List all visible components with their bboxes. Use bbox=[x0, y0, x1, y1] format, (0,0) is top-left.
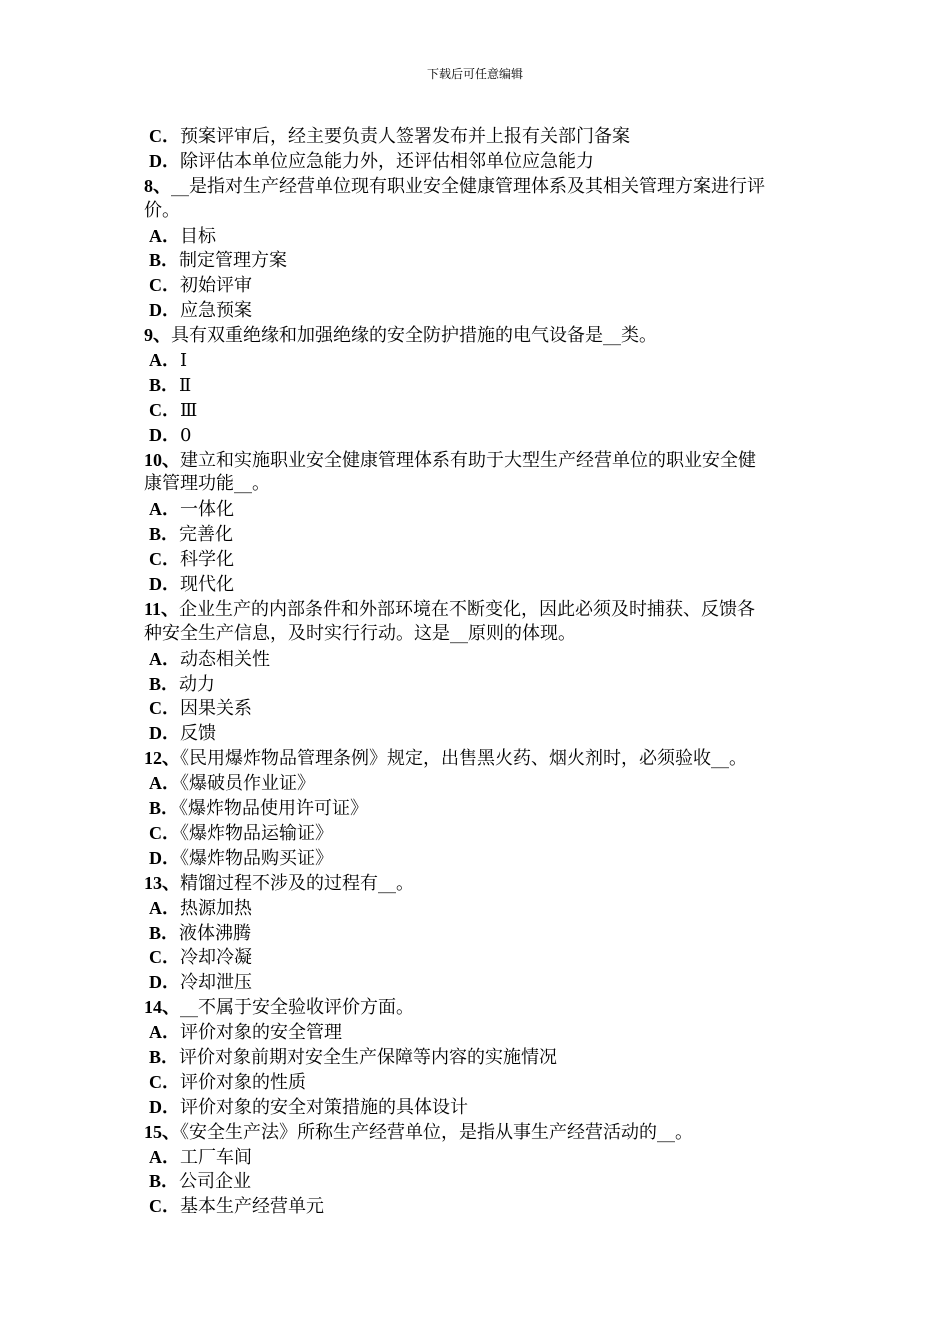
option-text: 完善化 bbox=[179, 524, 234, 546]
option-text: 目标 bbox=[180, 225, 216, 247]
option-text: 动力 bbox=[179, 673, 216, 695]
answer-option bbox=[144, 921, 814, 946]
option-label: A． bbox=[149, 773, 180, 794]
answer-option bbox=[144, 945, 814, 970]
question-stem bbox=[144, 448, 814, 473]
question-stem bbox=[144, 323, 814, 348]
answer-option bbox=[144, 1095, 814, 1120]
question-number: 13、 bbox=[144, 872, 180, 893]
answer-option bbox=[144, 373, 814, 398]
answer-option bbox=[144, 1145, 814, 1170]
question-text: 康管理功能__。 bbox=[144, 473, 270, 495]
option-text: 《爆破员作业证》 bbox=[180, 773, 315, 795]
option-text: 应急预案 bbox=[180, 300, 252, 322]
question-number: 10、 bbox=[144, 449, 180, 470]
option-text: 液体沸腾 bbox=[179, 922, 252, 944]
option-text: 制定管理方案 bbox=[179, 250, 288, 272]
question-stem bbox=[144, 871, 814, 896]
option-label: A． bbox=[149, 1146, 180, 1167]
answer-option bbox=[144, 572, 814, 597]
answer-option bbox=[144, 1194, 814, 1219]
option-text: Ⅲ bbox=[180, 399, 198, 421]
option-text: 因果关系 bbox=[180, 698, 252, 720]
document-body bbox=[144, 124, 814, 1219]
option-label: C． bbox=[149, 399, 180, 420]
answer-option bbox=[144, 522, 814, 547]
option-text: 评价对象前期对安全生产保障等内容的实施情况 bbox=[179, 1046, 558, 1068]
option-label: D． bbox=[149, 300, 180, 321]
answer-option bbox=[144, 1070, 814, 1095]
option-label: D． bbox=[149, 150, 180, 171]
answer-option bbox=[144, 1045, 814, 1070]
answer-option bbox=[144, 149, 814, 174]
question-text: 价。 bbox=[144, 199, 180, 221]
option-text: 0 bbox=[180, 424, 192, 446]
option-text: 冷却冷凝 bbox=[180, 947, 252, 969]
option-label: A． bbox=[149, 648, 180, 669]
answer-option bbox=[144, 672, 814, 697]
option-label: A． bbox=[149, 499, 180, 520]
option-text: 初始评审 bbox=[180, 275, 252, 297]
answer-option bbox=[144, 796, 814, 821]
question-text: __不属于安全验收评价方面。 bbox=[180, 997, 414, 1019]
option-text: 反馈 bbox=[180, 723, 216, 745]
answer-option bbox=[144, 273, 814, 298]
option-label: A． bbox=[149, 350, 180, 371]
answer-option bbox=[144, 248, 814, 273]
answer-option bbox=[144, 398, 814, 423]
option-label: A． bbox=[149, 225, 180, 246]
option-label: D． bbox=[149, 723, 180, 744]
answer-option bbox=[144, 721, 814, 746]
question-stem bbox=[144, 1120, 814, 1145]
answer-option bbox=[144, 846, 814, 871]
answer-option bbox=[144, 1169, 814, 1194]
question-number: 15、 bbox=[144, 1121, 180, 1142]
option-label: B． bbox=[149, 1046, 180, 1067]
option-label: C． bbox=[149, 1071, 180, 1092]
answer-option bbox=[144, 1020, 814, 1045]
option-label: D． bbox=[149, 424, 180, 445]
option-label: B． bbox=[149, 250, 180, 271]
answer-option bbox=[144, 896, 814, 921]
question-text: 种安全生产信息，及时实行行动。这是__原则的体现。 bbox=[144, 622, 576, 644]
option-text: 冷却泄压 bbox=[180, 972, 252, 994]
answer-option bbox=[144, 298, 814, 323]
answer-option bbox=[144, 647, 814, 672]
option-text: 公司企业 bbox=[179, 1171, 252, 1193]
question-text: 《安全生产法》所称生产经营单位，是指从事生产经营活动的__。 bbox=[180, 1121, 693, 1143]
option-label: C． bbox=[149, 947, 180, 968]
question-number: 12、 bbox=[144, 748, 180, 769]
option-text: 评价对象的安全管理 bbox=[180, 1022, 342, 1044]
answer-option bbox=[144, 696, 814, 721]
option-text: 工厂车间 bbox=[180, 1146, 252, 1168]
option-text: 一体化 bbox=[180, 499, 234, 521]
page-header: 下载后可任意编辑 bbox=[426, 67, 523, 81]
answer-option bbox=[144, 124, 814, 149]
option-label: C． bbox=[149, 126, 180, 146]
question-text: 建立和实施职业安全健康管理体系有助于大型生产经营单位的职业安全健 bbox=[180, 449, 756, 471]
option-label: A． bbox=[149, 1022, 180, 1043]
option-label: D． bbox=[149, 1096, 180, 1117]
option-text: 基本生产经营单元 bbox=[180, 1196, 324, 1218]
question-number: 14、 bbox=[144, 997, 180, 1018]
option-label: A． bbox=[149, 897, 180, 918]
question-text: 《民用爆炸物品管理条例》规定，出售黑火药、烟火剂时，必须验收__。 bbox=[180, 748, 747, 770]
option-label: C． bbox=[149, 822, 180, 843]
option-text: 《爆炸物品购买证》 bbox=[180, 847, 333, 869]
option-text: 动态相关性 bbox=[180, 648, 270, 670]
question-number: 8、 bbox=[144, 175, 171, 196]
question-stem bbox=[144, 597, 814, 622]
answer-option bbox=[144, 423, 814, 448]
question-stem-continuation bbox=[144, 622, 814, 647]
answer-option bbox=[144, 771, 814, 796]
option-label: C． bbox=[149, 698, 180, 719]
option-text: 《爆炸物品使用许可证》 bbox=[179, 798, 369, 820]
option-label: B． bbox=[149, 798, 180, 819]
option-text: Ⅰ bbox=[180, 350, 188, 372]
answer-option bbox=[144, 970, 814, 995]
answer-option bbox=[144, 547, 814, 572]
question-number: 11、 bbox=[144, 598, 180, 619]
question-stem bbox=[144, 746, 814, 771]
option-label: B． bbox=[149, 374, 180, 395]
question-stem-continuation bbox=[144, 472, 814, 497]
question-text: 精馏过程不涉及的过程有__。 bbox=[180, 872, 414, 894]
answer-option bbox=[144, 497, 814, 522]
option-text: 预案评审后，经主要负责人签署发布并上报有关部门备案 bbox=[180, 126, 630, 147]
option-text: 除评估本单位应急能力外，还评估相邻单位应急能力 bbox=[180, 150, 594, 172]
question-stem bbox=[144, 995, 814, 1020]
answer-option bbox=[144, 821, 814, 846]
option-text: Ⅱ bbox=[179, 374, 192, 396]
option-label: D． bbox=[149, 847, 180, 868]
option-label: D． bbox=[149, 574, 180, 595]
question-text: 具有双重绝缘和加强绝缘的安全防护措施的电气设备是__类。 bbox=[171, 325, 657, 347]
option-label: B． bbox=[149, 1171, 180, 1192]
question-stem bbox=[144, 174, 814, 199]
answer-option bbox=[144, 348, 814, 373]
option-text: 热源加热 bbox=[180, 897, 252, 919]
option-label: C． bbox=[149, 549, 180, 570]
option-text: 现代化 bbox=[180, 574, 234, 596]
question-stem-continuation bbox=[144, 199, 814, 224]
option-text: 《爆炸物品运输证》 bbox=[180, 822, 333, 844]
option-text: 评价对象的安全对策措施的具体设计 bbox=[180, 1096, 468, 1118]
answer-option bbox=[144, 224, 814, 249]
option-label: B． bbox=[149, 922, 180, 943]
option-text: 评价对象的性质 bbox=[180, 1071, 306, 1093]
option-label: B． bbox=[149, 524, 180, 545]
option-label: D． bbox=[149, 972, 180, 993]
option-text: 科学化 bbox=[180, 549, 234, 571]
option-label: C． bbox=[149, 275, 180, 296]
option-label: B． bbox=[149, 673, 180, 694]
question-text: 企业生产的内部条件和外部环境在不断变化，因此必须及时捕获、反馈各 bbox=[179, 598, 756, 620]
question-text: __是指对生产经营单位现有职业安全健康管理体系及其相关管理方案进行评 bbox=[171, 175, 765, 197]
option-label: C． bbox=[149, 1196, 180, 1217]
question-number: 9、 bbox=[144, 325, 171, 346]
